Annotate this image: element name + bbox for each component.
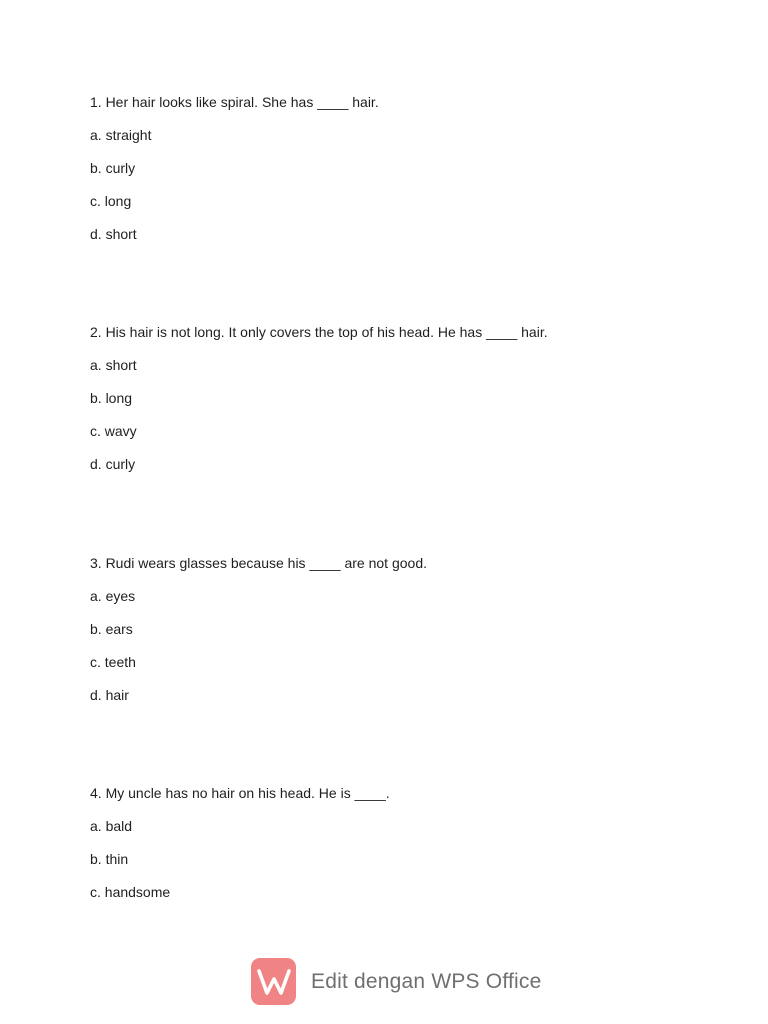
- question-text: 3. Rudi wears glasses because his ____ are not good.: [90, 555, 427, 571]
- option-c: c. wavy: [90, 423, 137, 439]
- option-a: a. eyes: [90, 588, 136, 604]
- option-b: b. curly: [90, 160, 136, 176]
- option-a: a. straight: [90, 127, 152, 143]
- option-b: b. thin: [90, 851, 129, 867]
- wps-w-glyph-icon: [257, 967, 291, 997]
- wps-watermark[interactable]: [251, 958, 541, 1005]
- option-a: a. short: [90, 357, 137, 373]
- watermark-text: Edit dengan WPS Office: [311, 969, 542, 993]
- option-b: b. ears: [90, 621, 133, 637]
- option-c: c. handsome: [90, 884, 171, 900]
- question-text: 1. Her hair looks like spiral. She has ____ hair.: [90, 94, 379, 110]
- option-b: b. long: [90, 390, 133, 406]
- option-d: d. curly: [90, 456, 136, 472]
- question-text: 2. His hair is not long. It only covers the top of his head. He has ____ hair.: [90, 324, 548, 340]
- question-text: 4. My uncle has no hair on his head. He is ____.: [90, 785, 390, 801]
- wps-office-logo-icon: [251, 958, 296, 1005]
- option-a: a. bald: [90, 818, 133, 834]
- option-d: d. short: [90, 226, 137, 242]
- option-d: d. hair: [90, 687, 129, 703]
- option-c: c. teeth: [90, 654, 136, 670]
- option-c: c. long: [90, 193, 132, 209]
